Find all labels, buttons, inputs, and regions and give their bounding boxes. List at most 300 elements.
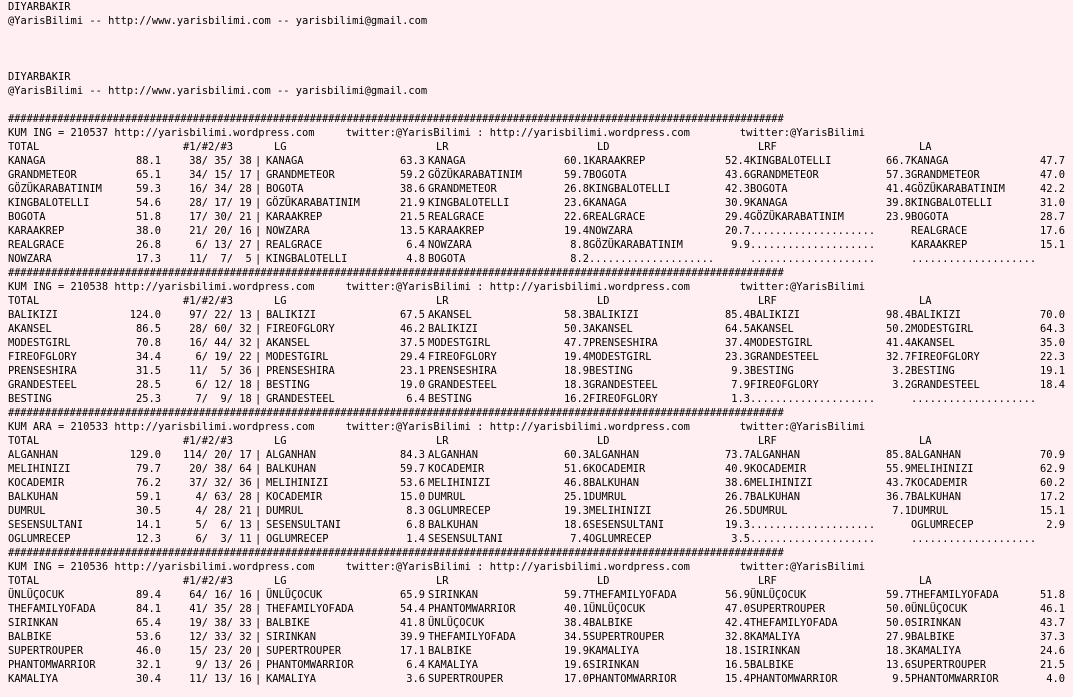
table-row bbox=[8, 602, 1065, 616]
score-value: 62.9 bbox=[1039, 463, 1065, 475]
score-value: 31.0 bbox=[1039, 197, 1065, 209]
column-header-row bbox=[8, 574, 1065, 588]
horse-name: GRANDESTEEL bbox=[266, 393, 335, 405]
score-value: 16.5 bbox=[724, 659, 750, 671]
horse-name: BOGOTA bbox=[428, 253, 466, 265]
column-header: #1/#2/#3 bbox=[183, 575, 234, 587]
score-value: 23.3 bbox=[724, 351, 750, 363]
score-value: 88.1 bbox=[135, 155, 161, 167]
score-value: 76.2 bbox=[135, 477, 161, 489]
horse-name: THEFAMILYOFADA bbox=[750, 617, 838, 629]
table-row bbox=[8, 462, 1065, 476]
score-value: 26.7 bbox=[724, 491, 750, 503]
score-value: 18.9 bbox=[563, 365, 589, 377]
separator-line: ############################################################################################################################## bbox=[8, 407, 784, 419]
column-header: #1/#2/#3 bbox=[183, 141, 234, 153]
score-value: 66.7 bbox=[885, 155, 911, 167]
divider: | bbox=[255, 155, 262, 167]
placing-counts: 37/ 32/ 36 bbox=[183, 477, 252, 489]
score-value: 42.2 bbox=[1039, 183, 1065, 195]
horse-name: GÖZÜKARABATINIM bbox=[750, 211, 844, 223]
score-value: 7.9 bbox=[731, 379, 750, 391]
horse-name: SUPERTROUPER bbox=[911, 659, 987, 671]
column-header: LR bbox=[436, 141, 449, 153]
horse-name: REALGRACE bbox=[266, 239, 323, 251]
horse-name: KANAGA bbox=[8, 155, 46, 167]
horse-name: KARAAKREP bbox=[911, 239, 968, 251]
column-header: LR bbox=[436, 295, 449, 307]
horse-name: AKANSEL bbox=[750, 323, 794, 335]
horse-name: DUMRUL bbox=[8, 505, 46, 517]
score-value: 25.1 bbox=[563, 491, 589, 503]
divider: | bbox=[255, 183, 262, 195]
horse-name: PHANTOMWARRIOR bbox=[266, 659, 354, 671]
horse-name: BESTING bbox=[589, 365, 633, 377]
horse-name: PHANTOMWARRIOR bbox=[589, 673, 677, 685]
score-value: 21.9 bbox=[399, 197, 425, 209]
score-value: 6.4 bbox=[406, 393, 425, 405]
horse-name: NOWZARA bbox=[266, 225, 310, 237]
column-header: LRF bbox=[758, 141, 777, 153]
score-value: 15.0 bbox=[399, 491, 425, 503]
score-value: 19.6 bbox=[563, 659, 589, 671]
placing-counts: 21/ 20/ 16 bbox=[183, 225, 252, 237]
horse-name: AKANSEL bbox=[911, 337, 955, 349]
placing-counts: 38/ 35/ 38 bbox=[183, 155, 252, 167]
score-value: 53.6 bbox=[135, 631, 161, 643]
divider: | bbox=[255, 603, 262, 615]
score-value: 73.7 bbox=[724, 449, 750, 461]
score-value: 57.3 bbox=[885, 169, 911, 181]
divider: | bbox=[255, 589, 262, 601]
table-row bbox=[8, 182, 1065, 196]
table-row bbox=[8, 448, 1065, 462]
column-header: TOTAL bbox=[8, 435, 40, 447]
horse-name: PRENSESHIRA bbox=[266, 365, 335, 377]
score-value: 65.4 bbox=[135, 617, 161, 629]
horse-name: BOGOTA bbox=[911, 211, 949, 223]
score-value: 19.0 bbox=[399, 379, 425, 391]
header-credit-repeat: @YarisBilimi -- http://www.yarisbilimi.com -- yarisbilimi@gmail.com bbox=[8, 85, 428, 97]
horse-name: GRANDMETEOR bbox=[428, 183, 497, 195]
horse-name: BOGOTA bbox=[589, 169, 627, 181]
score-value: 30.9 bbox=[724, 197, 750, 209]
column-header-row bbox=[8, 434, 1065, 448]
score-value: 9.5 bbox=[892, 673, 911, 685]
horse-name: MELIHINIZI bbox=[8, 463, 71, 475]
score-value: 51.6 bbox=[563, 463, 589, 475]
horse-name: BALBIKE bbox=[266, 617, 310, 629]
column-header: TOTAL bbox=[8, 141, 40, 153]
horse-name: KARAAKREP bbox=[266, 211, 323, 223]
horse-name: NOWZARA bbox=[589, 225, 633, 237]
horse-name: BOGOTA bbox=[266, 183, 304, 195]
score-value: 67.5 bbox=[399, 309, 425, 321]
score-value: 2.9 bbox=[1046, 519, 1065, 531]
score-value: 53.6 bbox=[399, 477, 425, 489]
horse-name: KAMALIYA bbox=[750, 631, 801, 643]
horse-name: KOCADEMIR bbox=[428, 463, 485, 475]
score-value: 64.5 bbox=[724, 323, 750, 335]
separator-line: ############################################################################################################################## bbox=[8, 267, 784, 279]
horse-name: .................... bbox=[750, 225, 876, 237]
horse-name: SUPERTROUPER bbox=[8, 645, 84, 657]
score-value: 58.3 bbox=[563, 309, 589, 321]
score-value: 47.0 bbox=[1039, 169, 1065, 181]
score-value: 32.7 bbox=[885, 351, 911, 363]
horse-name: BALIKIZI bbox=[911, 309, 962, 321]
score-value: 28.7 bbox=[1039, 211, 1065, 223]
horse-name: THEFAMILYOFADA bbox=[589, 589, 677, 601]
horse-name: GRANDMETEOR bbox=[266, 169, 335, 181]
horse-name: DUMRUL bbox=[911, 505, 949, 517]
score-value: 84.3 bbox=[399, 449, 425, 461]
score-value: 21.5 bbox=[399, 211, 425, 223]
horse-name: GRANDMETEOR bbox=[911, 169, 980, 181]
horse-name: KANAGA bbox=[266, 155, 304, 167]
score-value: 59.7 bbox=[885, 589, 911, 601]
placing-counts: 6/ 12/ 18 bbox=[183, 379, 252, 391]
score-value: 41.4 bbox=[885, 183, 911, 195]
table-row bbox=[8, 210, 1065, 224]
score-value: 42.4 bbox=[724, 617, 750, 629]
horse-name: MELIHINIZI bbox=[428, 477, 491, 489]
horse-name: KINGBALOTELLI bbox=[750, 155, 832, 167]
column-header: LD bbox=[597, 141, 610, 153]
score-value: 30.5 bbox=[135, 505, 161, 517]
horse-name: KANAGA bbox=[589, 197, 627, 209]
divider: | bbox=[255, 393, 262, 405]
column-header: LR bbox=[436, 435, 449, 447]
horse-name: SIRINKAN bbox=[428, 589, 479, 601]
divider: | bbox=[255, 645, 262, 657]
score-value: 21.5 bbox=[1039, 659, 1065, 671]
score-value: 18.4 bbox=[1039, 379, 1065, 391]
placing-counts: 17/ 30/ 21 bbox=[183, 211, 252, 223]
score-value: 43.6 bbox=[724, 169, 750, 181]
score-value: 40.1 bbox=[563, 603, 589, 615]
race-title: KUM ING = 210538 http://yarisbilimi.wordpress.com twitter:@YarisBilimi : http://yarisbilimi.wordpress.com twitter:@YarisBilimi bbox=[8, 281, 866, 293]
score-value: 59.7 bbox=[563, 589, 589, 601]
horse-name: BALIKIZI bbox=[750, 309, 801, 321]
horse-name: SIRINKAN bbox=[589, 659, 640, 671]
score-value: 3.2 bbox=[892, 365, 911, 377]
score-value: 23.6 bbox=[563, 197, 589, 209]
score-value: 9.9 bbox=[731, 239, 750, 251]
separator-line: ############################################################################################################################## bbox=[8, 113, 784, 125]
horse-name: ALGANHAN bbox=[266, 449, 317, 461]
table-row bbox=[8, 196, 1065, 210]
horse-name: ALGANHAN bbox=[428, 449, 479, 461]
score-value: 84.1 bbox=[135, 603, 161, 615]
score-value: 19.9 bbox=[563, 645, 589, 657]
horse-name: .................... bbox=[750, 239, 876, 251]
score-value: 55.9 bbox=[885, 463, 911, 475]
placing-counts: 4/ 63/ 28 bbox=[183, 491, 252, 503]
column-header: LD bbox=[597, 575, 610, 587]
score-value: 38.6 bbox=[399, 183, 425, 195]
score-value: 46.0 bbox=[135, 645, 161, 657]
divider: | bbox=[255, 309, 262, 321]
horse-name: GÖZÜKARABATINIM bbox=[266, 197, 360, 209]
score-value: 51.8 bbox=[1039, 589, 1065, 601]
score-value: 6.4 bbox=[406, 239, 425, 251]
horse-name: OGLUMRECEP bbox=[428, 505, 491, 517]
separator-line: ############################################################################################################################## bbox=[8, 547, 784, 559]
score-value: 7.4 bbox=[570, 533, 589, 545]
divider: | bbox=[255, 337, 262, 349]
horse-name: ÜNLÜÇOCUK bbox=[589, 603, 646, 615]
horse-name: REALGRACE bbox=[8, 239, 65, 251]
column-header: LG bbox=[274, 575, 287, 587]
horse-name: GÖZÜKARABATINIM bbox=[428, 169, 522, 181]
placing-counts: 6/ 19/ 22 bbox=[183, 351, 252, 363]
score-value: 17.3 bbox=[135, 253, 161, 265]
table-row bbox=[8, 336, 1065, 350]
divider: | bbox=[255, 379, 262, 391]
horse-name: KINGBALOTELLI bbox=[8, 197, 90, 209]
score-value: 129.0 bbox=[129, 449, 161, 461]
column-header: LG bbox=[274, 141, 287, 153]
horse-name: BALBIKE bbox=[911, 631, 955, 643]
score-value: 42.3 bbox=[724, 183, 750, 195]
horse-name: MODESTGIRL bbox=[589, 351, 652, 363]
divider: | bbox=[255, 491, 262, 503]
divider: | bbox=[255, 659, 262, 671]
horse-name: SIRINKAN bbox=[266, 631, 317, 643]
horse-name: OGLUMRECEP bbox=[589, 533, 652, 545]
horse-name: .................... bbox=[750, 533, 876, 545]
score-value: 85.8 bbox=[885, 449, 911, 461]
horse-name: GRANDMETEOR bbox=[8, 169, 77, 181]
horse-name: REALGRACE bbox=[428, 211, 485, 223]
horse-name: BALIKIZI bbox=[8, 309, 59, 321]
horse-name: BESTING bbox=[8, 393, 52, 405]
table-row bbox=[8, 168, 1065, 182]
horse-name: THEFAMILYOFADA bbox=[428, 631, 516, 643]
column-header: LRF bbox=[758, 575, 777, 587]
horse-name: BALBIKE bbox=[589, 617, 633, 629]
horse-name: SIRINKAN bbox=[8, 617, 59, 629]
score-value: 65.9 bbox=[399, 589, 425, 601]
horse-name: DUMRUL bbox=[589, 491, 627, 503]
horse-name: FIREOFGLORY bbox=[8, 351, 77, 363]
score-value: 19.3 bbox=[563, 505, 589, 517]
score-value: 12.3 bbox=[135, 533, 161, 545]
score-value: 56.9 bbox=[724, 589, 750, 601]
score-value: 37.5 bbox=[399, 337, 425, 349]
score-value: 39.8 bbox=[885, 197, 911, 209]
horse-name: MELIHINIZI bbox=[911, 463, 974, 475]
horse-name: DUMRUL bbox=[266, 505, 304, 517]
horse-name: AKANSEL bbox=[266, 337, 310, 349]
score-value: 17.2 bbox=[1039, 491, 1065, 503]
score-value: 46.8 bbox=[563, 477, 589, 489]
score-value: 34.5 bbox=[563, 631, 589, 643]
table-row bbox=[8, 392, 1065, 406]
score-value: 25.3 bbox=[135, 393, 161, 405]
horse-name: PRENSESHIRA bbox=[589, 337, 658, 349]
score-value: 63.3 bbox=[399, 155, 425, 167]
score-value: 41.4 bbox=[885, 337, 911, 349]
horse-name: ÜNLÜÇOCUK bbox=[8, 589, 65, 601]
horse-name: PRENSESHIRA bbox=[428, 365, 497, 377]
divider: | bbox=[255, 169, 262, 181]
horse-name: AKANSEL bbox=[8, 323, 52, 335]
placing-counts: 5/ 6/ 13 bbox=[183, 519, 252, 531]
score-value: 18.3 bbox=[885, 645, 911, 657]
score-value: 4.0 bbox=[1046, 673, 1065, 685]
score-value: 3.6 bbox=[406, 673, 425, 685]
score-value: 60.1 bbox=[563, 155, 589, 167]
score-value: 60.2 bbox=[1039, 477, 1065, 489]
horse-name: GRANDESTEEL bbox=[750, 351, 819, 363]
score-value: 23.1 bbox=[399, 365, 425, 377]
score-value: 41.8 bbox=[399, 617, 425, 629]
placing-counts: 11/ 5/ 36 bbox=[183, 365, 252, 377]
score-value: 26.8 bbox=[563, 183, 589, 195]
horse-name: ÜNLÜÇOCUK bbox=[750, 589, 807, 601]
horse-name: BESTING bbox=[266, 379, 310, 391]
score-value: 98.4 bbox=[885, 309, 911, 321]
horse-name: KAMALIYA bbox=[911, 645, 962, 657]
score-value: 19.4 bbox=[563, 351, 589, 363]
divider: | bbox=[255, 225, 262, 237]
score-value: 28.5 bbox=[135, 379, 161, 391]
placing-counts: 12/ 33/ 32 bbox=[183, 631, 252, 643]
score-value: 46.1 bbox=[1039, 603, 1065, 615]
divider: | bbox=[255, 673, 262, 685]
horse-name: ÜNLÜÇOCUK bbox=[266, 589, 323, 601]
score-value: 38.0 bbox=[135, 225, 161, 237]
horse-name: KOCADEMIR bbox=[911, 477, 968, 489]
horse-name: KOCADEMIR bbox=[8, 477, 65, 489]
table-row bbox=[8, 490, 1065, 504]
score-value: 18.6 bbox=[563, 519, 589, 531]
score-value: 70.9 bbox=[1039, 449, 1065, 461]
horse-name: KOCADEMIR bbox=[750, 463, 807, 475]
placing-counts: 64/ 16/ 16 bbox=[183, 589, 252, 601]
horse-name: FIREOFGLORY bbox=[911, 351, 980, 363]
score-value: 19.4 bbox=[563, 225, 589, 237]
table-row bbox=[8, 518, 1065, 532]
horse-name: ALGANHAN bbox=[8, 449, 59, 461]
horse-name: BALBIKE bbox=[750, 659, 794, 671]
score-value: 60.3 bbox=[563, 449, 589, 461]
horse-name: DUMRUL bbox=[428, 491, 466, 503]
score-value: 1.4 bbox=[406, 533, 425, 545]
score-value: 18.1 bbox=[724, 645, 750, 657]
table-row bbox=[8, 588, 1065, 602]
score-value: 89.4 bbox=[135, 589, 161, 601]
table-row bbox=[8, 630, 1065, 644]
horse-name: MODESTGIRL bbox=[750, 337, 813, 349]
column-header: LR bbox=[436, 575, 449, 587]
column-header: LD bbox=[597, 435, 610, 447]
horse-name: PHANTOMWARRIOR bbox=[8, 659, 96, 671]
horse-name: .................... bbox=[750, 519, 876, 531]
score-value: 47.0 bbox=[724, 603, 750, 615]
horse-name: ALGANHAN bbox=[911, 449, 962, 461]
score-value: 37.4 bbox=[724, 337, 750, 349]
score-value: 31.5 bbox=[135, 365, 161, 377]
score-value: 32.1 bbox=[135, 659, 161, 671]
horse-name: PHANTOMWARRIOR bbox=[428, 603, 516, 615]
race-tables bbox=[8, 112, 1065, 686]
placing-counts: 20/ 38/ 64 bbox=[183, 463, 252, 475]
divider: | bbox=[255, 505, 262, 517]
divider: | bbox=[255, 617, 262, 629]
score-value: 51.8 bbox=[135, 211, 161, 223]
table-row bbox=[8, 224, 1065, 238]
placing-counts: 19/ 38/ 33 bbox=[183, 617, 252, 629]
horse-name: MELIHINIZI bbox=[266, 477, 329, 489]
score-value: 9.3 bbox=[731, 365, 750, 377]
score-value: 59.7 bbox=[399, 463, 425, 475]
horse-name: BALIKIZI bbox=[589, 309, 640, 321]
horse-name: KANAGA bbox=[911, 155, 949, 167]
column-header: LA bbox=[919, 141, 932, 153]
race-title: KUM ING = 210537 http://yarisbilimi.wordpress.com twitter:@YarisBilimi : http://yarisbilimi.wordpress.com twitter:@YarisBilimi bbox=[8, 127, 866, 139]
score-value: 1.3 bbox=[731, 393, 750, 405]
horse-name: KAMALIYA bbox=[428, 659, 479, 671]
column-header: LA bbox=[919, 295, 932, 307]
score-value: 8.8 bbox=[570, 239, 589, 251]
divider: | bbox=[255, 253, 262, 265]
table-row bbox=[8, 238, 1065, 252]
horse-name: SUPERTROUPER bbox=[589, 631, 665, 643]
column-header: #1/#2/#3 bbox=[183, 435, 234, 447]
score-value: 13.5 bbox=[399, 225, 425, 237]
horse-name: SESENSULTANI bbox=[428, 533, 504, 545]
horse-name: KARAAKREP bbox=[589, 155, 646, 167]
horse-name: PHANTOMWARRIOR bbox=[911, 673, 999, 685]
score-value: 79.7 bbox=[135, 463, 161, 475]
placing-counts: 11/ 7/ 5 bbox=[183, 253, 252, 265]
horse-name: BOGOTA bbox=[750, 183, 788, 195]
divider: | bbox=[255, 211, 262, 223]
score-value: 17.6 bbox=[1039, 225, 1065, 237]
score-value: 50.2 bbox=[885, 323, 911, 335]
header-city-repeat: DIYARBAKIR bbox=[8, 71, 71, 83]
horse-name: MODESTGIRL bbox=[911, 323, 974, 335]
score-value: 6.8 bbox=[406, 519, 425, 531]
score-value: 13.6 bbox=[885, 659, 911, 671]
score-value: 65.1 bbox=[135, 169, 161, 181]
score-value: 46.2 bbox=[399, 323, 425, 335]
column-header-row bbox=[8, 140, 1065, 154]
horse-name: GRANDMETEOR bbox=[750, 169, 819, 181]
horse-name: AKANSEL bbox=[428, 309, 472, 321]
horse-name: BALKUHAN bbox=[428, 519, 479, 531]
score-value: 24.6 bbox=[1039, 645, 1065, 657]
horse-name: GÖZÜKARABATINIM bbox=[8, 183, 102, 195]
divider: | bbox=[255, 365, 262, 377]
score-value: 29.4 bbox=[724, 211, 750, 223]
horse-name: MELIHINIZI bbox=[750, 477, 813, 489]
placing-counts: 15/ 23/ 20 bbox=[183, 645, 252, 657]
score-value: 26.8 bbox=[135, 239, 161, 251]
horse-name: .................... bbox=[589, 253, 715, 265]
score-value: 18.3 bbox=[563, 379, 589, 391]
horse-name: GRANDESTEEL bbox=[911, 379, 980, 391]
column-header: LG bbox=[274, 435, 287, 447]
horse-name: OGLUMRECEP bbox=[8, 533, 71, 545]
score-value: 37.3 bbox=[1039, 631, 1065, 643]
horse-name: KAMALIYA bbox=[589, 645, 640, 657]
table-row bbox=[8, 672, 1065, 686]
horse-name: BALBIKE bbox=[428, 645, 472, 657]
